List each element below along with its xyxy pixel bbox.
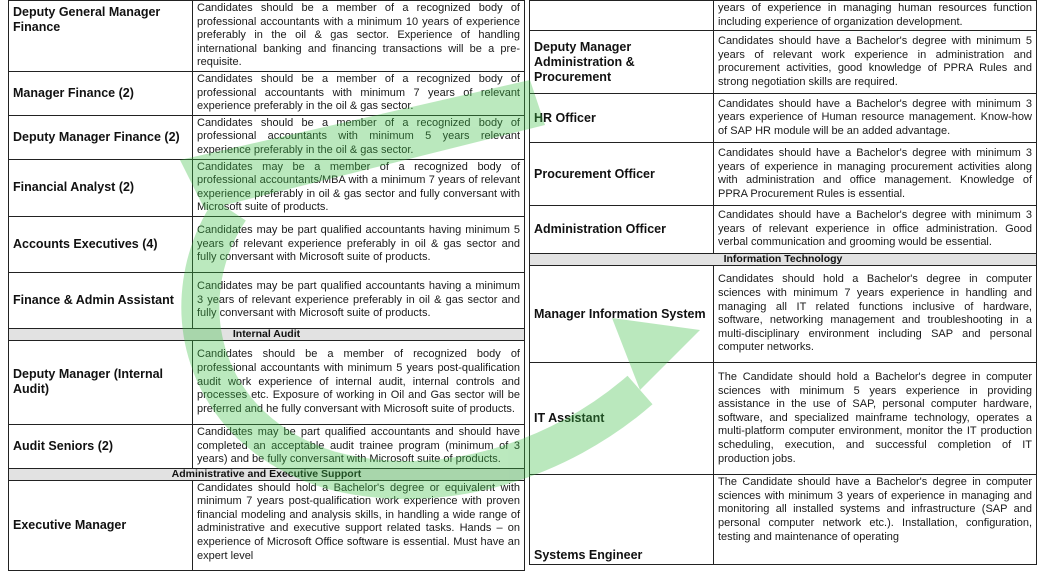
section-header [530,254,1037,266]
job-title: HR Officer [530,94,714,143]
job-description: The Candidate should hold a Bachelor's degree in computer sciences with minimum 5 years experience in providing assistance in the use of SAP, personal computer hardware, software, and specialized mainframe technology, operates a multi-platform computer environment, monitor the IT production scheduling, execution, and successful completion of IT production jobs. [714,363,1037,475]
job-title: Financial Analyst (2) [9,159,193,216]
table-row [9,340,525,424]
jobs-table-left [8,0,525,571]
job-description: Candidates should be a member of a recognized body of professional accountants with minimum 5 years relevant experience preferably in the oil & gas sector. [193,115,525,159]
job-description: Candidates should have a Bachelor's degree with minimum 3 years of relevant experience in office administration. Good verbal communication and grooming would be essential. [714,206,1037,254]
job-description: Candidates should hold a Bachelor's degree or equivalent with minimum 7 years post-qualification work experience with proven financial modeling and analysis skills, in handling a wide range of administrative and executive support related tasks. Hands – on experience of Microsoft Office software is essential. Must have an expert level [193,480,525,570]
job-title: Manager Finance (2) [9,71,193,115]
job-title: Executive Manager [9,480,193,570]
job-description: Candidates should have a Bachelor's degree with minimum 3 years experience of Human resource management. Know-how of SAP HR module will be an added advantage. [714,94,1037,143]
job-title-empty [530,1,714,31]
table-row [530,206,1037,254]
section-header [9,468,525,480]
table-row [9,480,525,570]
job-description: years of experience in managing human resources function including experience of organization development. [714,1,1037,31]
table-row [9,159,525,216]
job-title: IT Assistant [530,363,714,475]
section-header [9,328,525,340]
table-row [530,31,1037,94]
table-row [9,1,525,72]
job-description: The Candidate should have a Bachelor's degree in computer sciences with minimum 3 years of experience in managing and monitoring all installed systems and infrastructure (SAP and personal computer network etc.). Installation, configuration, testing and maintenance of operating [714,475,1037,565]
job-description: Candidates may be part qualified accountants having a minimum 3 years of relevant experience preferably in oil & gas sector and fully conversant with Microsoft suite of products. [193,272,525,328]
table-row [530,266,1037,363]
left-column [8,0,525,571]
table-row [530,143,1037,206]
table-row [530,1,1037,31]
section-information-technology: Information Technology [530,254,1037,266]
job-title: Administration Officer [530,206,714,254]
table-row [9,115,525,159]
job-description: Candidates should be a member of a recognized body of professional accountants with minimum 7 years of relevant experience preferably in the oil & gas sector. [193,71,525,115]
job-title: Deputy Manager Finance (2) [9,115,193,159]
table-row [9,272,525,328]
job-description: Candidates should hold a Bachelor's degree in computer sciences with minimum 7 years experience in handling and managing all IT related functions inclusive of hardware, software, networking management and troubleshooting in a multi-disciplinary environment including SAP and personal computer networks. [714,266,1037,363]
job-title: Deputy Manager (Internal Audit) [9,340,193,424]
job-description: Candidates may be a member of a recognized body of professional accountants/MBA with a minimum 7 years of relevant experience preferably in oil & gas sector and fully conversant with Microsoft suite of products. [193,159,525,216]
job-title: Deputy Manager Administration & Procurement [530,31,714,94]
table-row [9,216,525,272]
jobs-table-right [529,0,1037,565]
job-title: Manager Information System [530,266,714,363]
section-internal-audit: Internal Audit [9,328,525,340]
section-admin-support: Administrative and Executive Support [9,468,525,480]
job-title: Deputy General Manager Finance [9,1,193,72]
job-title: Audit Seniors (2) [9,424,193,468]
table-row [530,94,1037,143]
job-title: Accounts Executives (4) [9,216,193,272]
job-description: Candidates should have a Bachelor's degree with minimum 3 years of experience in managing procurement activities along with administration and office management. Knowledge of PPRA Procurement Rules is essential. [714,143,1037,206]
job-description: Candidates may be part qualified accountants having minimum 5 years of relevant experience preferably in oil & gas sector and fully conversant with Microsoft suite of products. [193,216,525,272]
table-row [9,424,525,468]
job-description: Candidates should have a Bachelor's degree with minimum 5 years of relevant work experience in administration and procurement activities, good knowledge of PPRA Rules and strong negotiation skills are required. [714,31,1037,94]
table-row [9,71,525,115]
table-row [530,475,1037,565]
job-title: Finance & Admin Assistant [9,272,193,328]
job-description: Candidates may be part qualified accountants and should have completed an acceptable audit trainee program (minimum of 3 years) and be fully conversant with Microsoft suite of products. [193,424,525,468]
table-row [530,363,1037,475]
job-title: Systems Engineer [530,475,714,565]
job-description: Candidates should be a member of a recognized body of professional accountants with a minimum 10 years of experience preferably in the oil & gas sector. Experience of handling international banking and financing transactions will be a pre-requisite. [193,1,525,72]
job-title: Procurement Officer [530,143,714,206]
right-column [529,0,1037,565]
job-description: Candidates should be a member of recognized body of professional accountants with minimum 5 years post-qualification audit work experience of internal audit, internal controls and processes etc. Exposure of working in Oil and Gas sector will be preferred and he fully conversant with Microsoft suite of products. [193,340,525,424]
